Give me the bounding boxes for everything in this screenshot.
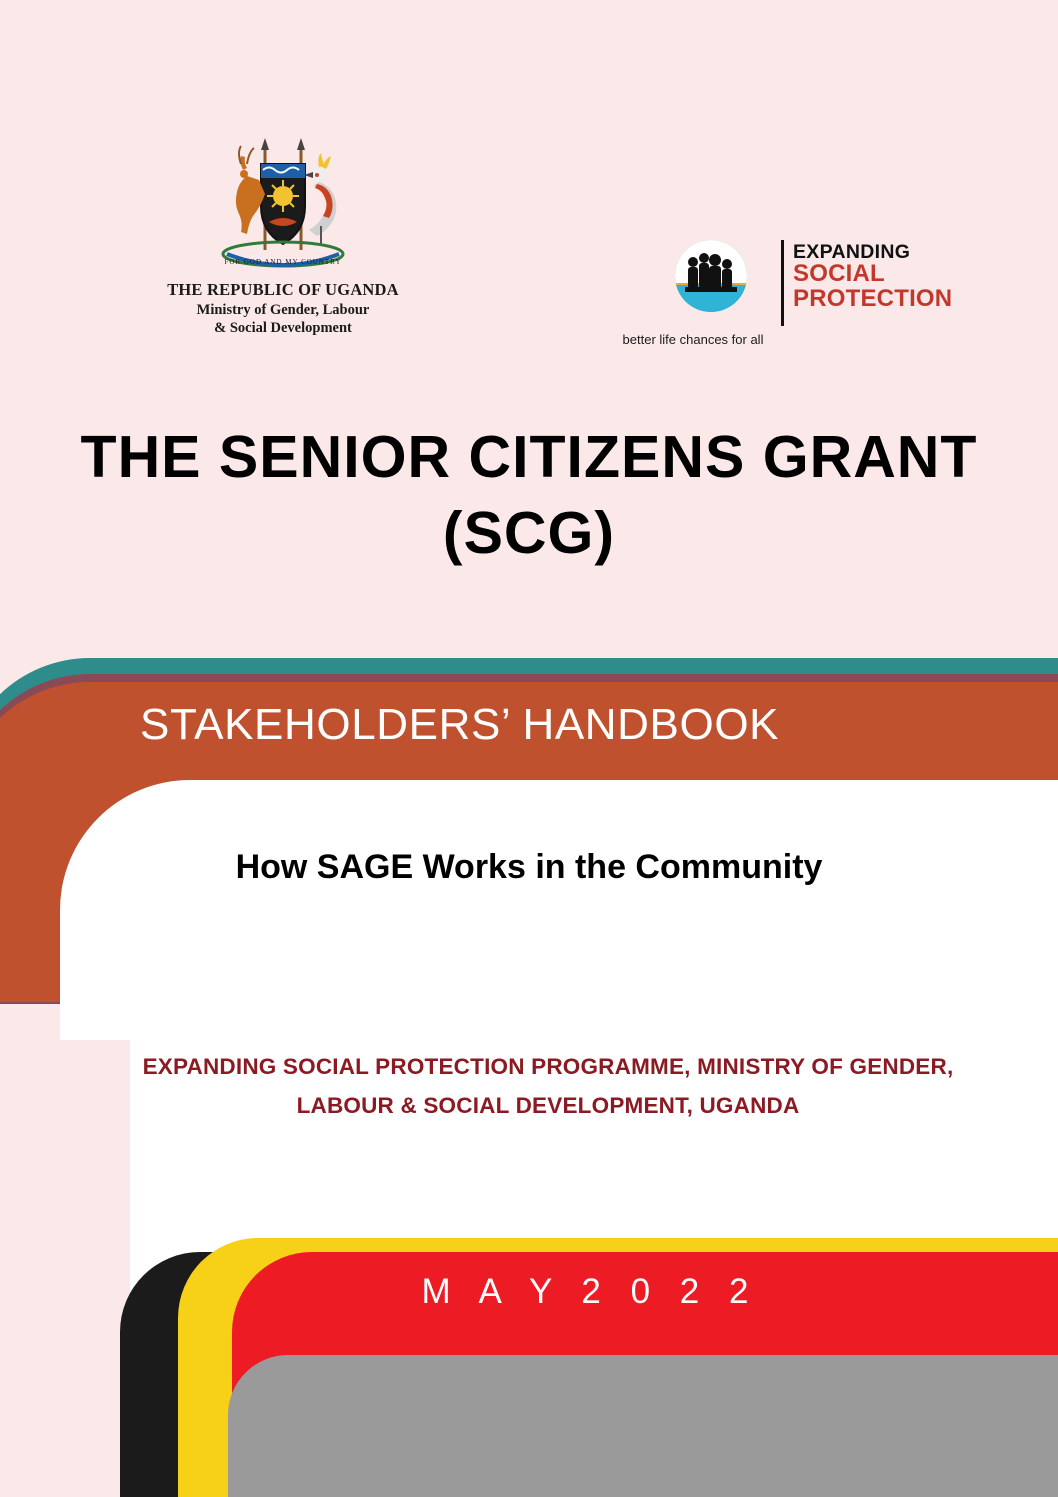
- emblem-caption: [118, 280, 448, 337]
- expanding-social-protection-logo-icon: [675, 240, 747, 312]
- banner-label: STAKEHOLDERS’ HANDBOOK: [140, 700, 780, 749]
- esp-word-protection: PROTECTION: [793, 285, 953, 313]
- esp-tagline: better life chances for all: [622, 332, 764, 347]
- page-title: THE SENIOR CITIZENS GRANT (SCG): [80, 424, 978, 566]
- esp-word-social: SOCIAL: [793, 260, 885, 288]
- emblem-caption-line3: & Social Development: [214, 319, 352, 336]
- esp-word-expanding: EXPANDING: [793, 241, 911, 263]
- publication-date: M A Y 2 0 2 2: [421, 1272, 759, 1311]
- uganda-coat-of-arms-icon: [203, 130, 363, 280]
- republic-emblem-block: [118, 130, 448, 337]
- emblem-caption-line2: Ministry of Gender, Labour: [196, 301, 370, 318]
- svg-text:FOR GOD AND MY COUNTRY: FOR GOD AND MY COUNTRY: [224, 258, 342, 266]
- emblem-caption-line1: THE REPUBLIC OF UGANDA: [167, 280, 399, 299]
- esp-logo-block: [613, 240, 953, 360]
- esp-logo-divider: [781, 240, 784, 326]
- page-subtitle: How SAGE Works in the Community: [235, 848, 823, 886]
- esp-logo-wordmark: [793, 242, 952, 312]
- organisation-line: EXPANDING SOCIAL PROTECTION PROGRAMME, MINISTRY OF GENDER, LABOUR & SOCIAL DEVELOPMENT, UGANDA: [142, 1054, 954, 1118]
- flag-band-grey: [228, 1355, 1058, 1497]
